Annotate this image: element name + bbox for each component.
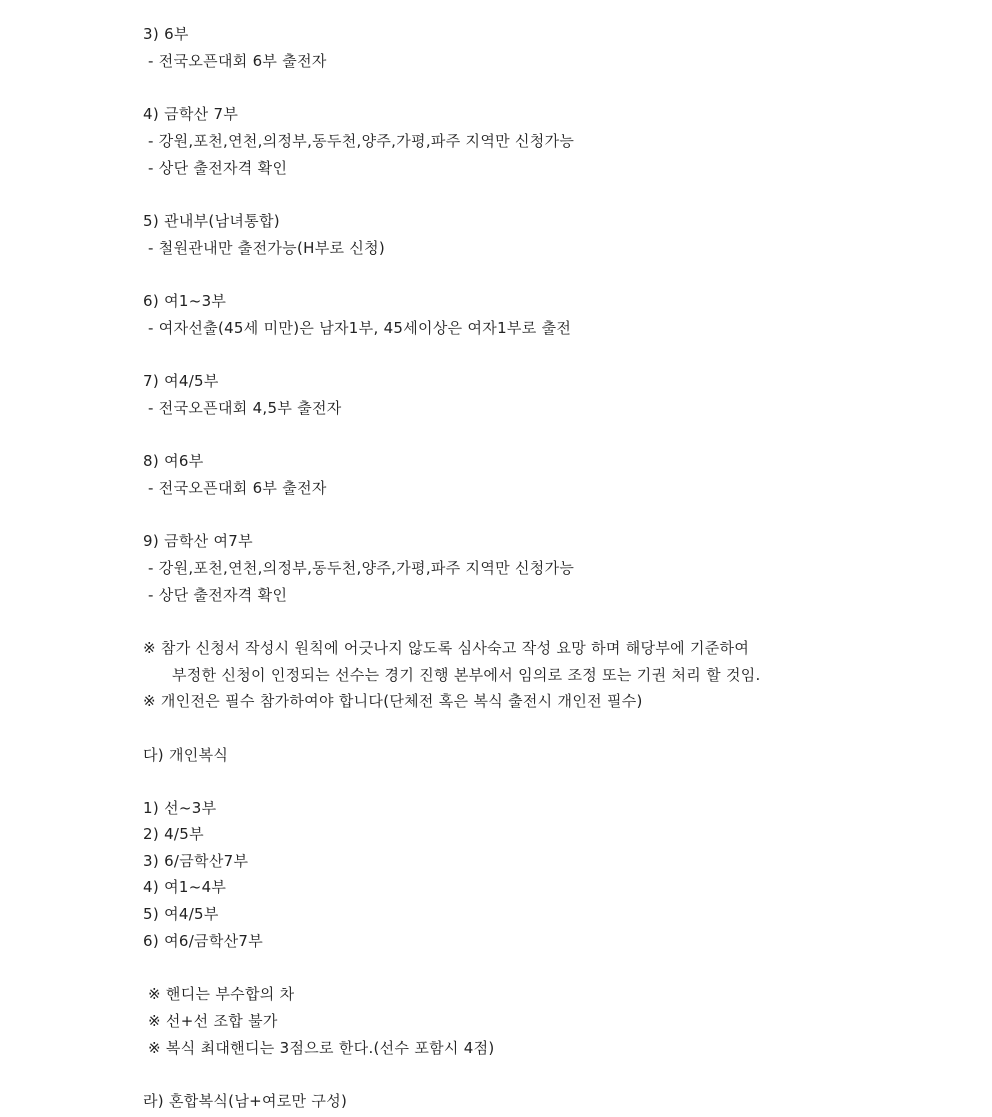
item-5-sub-1: - 철원관내만 출전가능(H부로 신청) (148, 239, 386, 257)
item-4-sub-2: - 상단 출전자격 확인 (148, 159, 288, 177)
da-note-1: ※ 핸디는 부수합의 차 (148, 985, 295, 1003)
item-7-title: 7) 여4/5부 (143, 372, 219, 390)
da-list-item-1: 1) 선~3부 (143, 799, 217, 817)
item-4-sub-1: - 강원,포천,연천,의정부,동두천,양주,가평,파주 지역만 신청가능 (148, 132, 575, 150)
section-da-heading: 다) 개인복식 (143, 746, 229, 764)
item-3-sub-1: - 전국오픈대회 6부 출전자 (148, 52, 327, 70)
da-list-item-5: 5) 여4/5부 (143, 905, 219, 923)
da-list-item-6: 6) 여6/금학산7부 (143, 932, 264, 950)
item-3-title: 3) 6부 (143, 25, 189, 43)
note-2: ※ 개인전은 필수 참가하여야 합니다(단체전 혹은 복식 출전시 개인전 필수) (143, 692, 643, 710)
da-list-item-3: 3) 6/금학산7부 (143, 852, 249, 870)
item-6-sub-1: - 여자선출(45세 미만)은 남자1부, 45세이상은 여자1부로 출전 (148, 319, 572, 337)
item-8-sub-1: - 전국오픈대회 6부 출전자 (148, 479, 327, 497)
da-list-item-2: 2) 4/5부 (143, 825, 204, 843)
da-note-3: ※ 복식 최대핸디는 3점으로 한다.(선수 포함시 4점) (148, 1039, 495, 1057)
note-1-line-2: 부정한 신청이 인정되는 선수는 경기 진행 본부에서 임의로 조정 또는 기권 처리 할 것임. (172, 666, 761, 684)
item-4-title: 4) 금학산 7부 (143, 105, 239, 123)
section-ra-heading: 라) 혼합복식(남+여로만 구성) (143, 1092, 348, 1110)
item-5-title: 5) 관내부(남녀통합) (143, 212, 280, 230)
note-1-line-1: ※ 참가 신청서 작성시 원칙에 어긋나지 않도록 심사숙고 작성 요망 하며 해당부에 기준하여 (143, 639, 750, 657)
da-note-2: ※ 선+선 조합 불가 (148, 1012, 278, 1030)
item-8-title: 8) 여6부 (143, 452, 204, 470)
item-9-sub-1: - 강원,포천,연천,의정부,동두천,양주,가평,파주 지역만 신청가능 (148, 559, 575, 577)
da-list-item-4: 4) 여1~4부 (143, 878, 227, 896)
item-7-sub-1: - 전국오픈대회 4,5부 출전자 (148, 399, 342, 417)
item-9-sub-2: - 상단 출전자격 확인 (148, 586, 288, 604)
item-6-title: 6) 여1~3부 (143, 292, 227, 310)
item-9-title: 9) 금학산 여7부 (143, 532, 253, 550)
